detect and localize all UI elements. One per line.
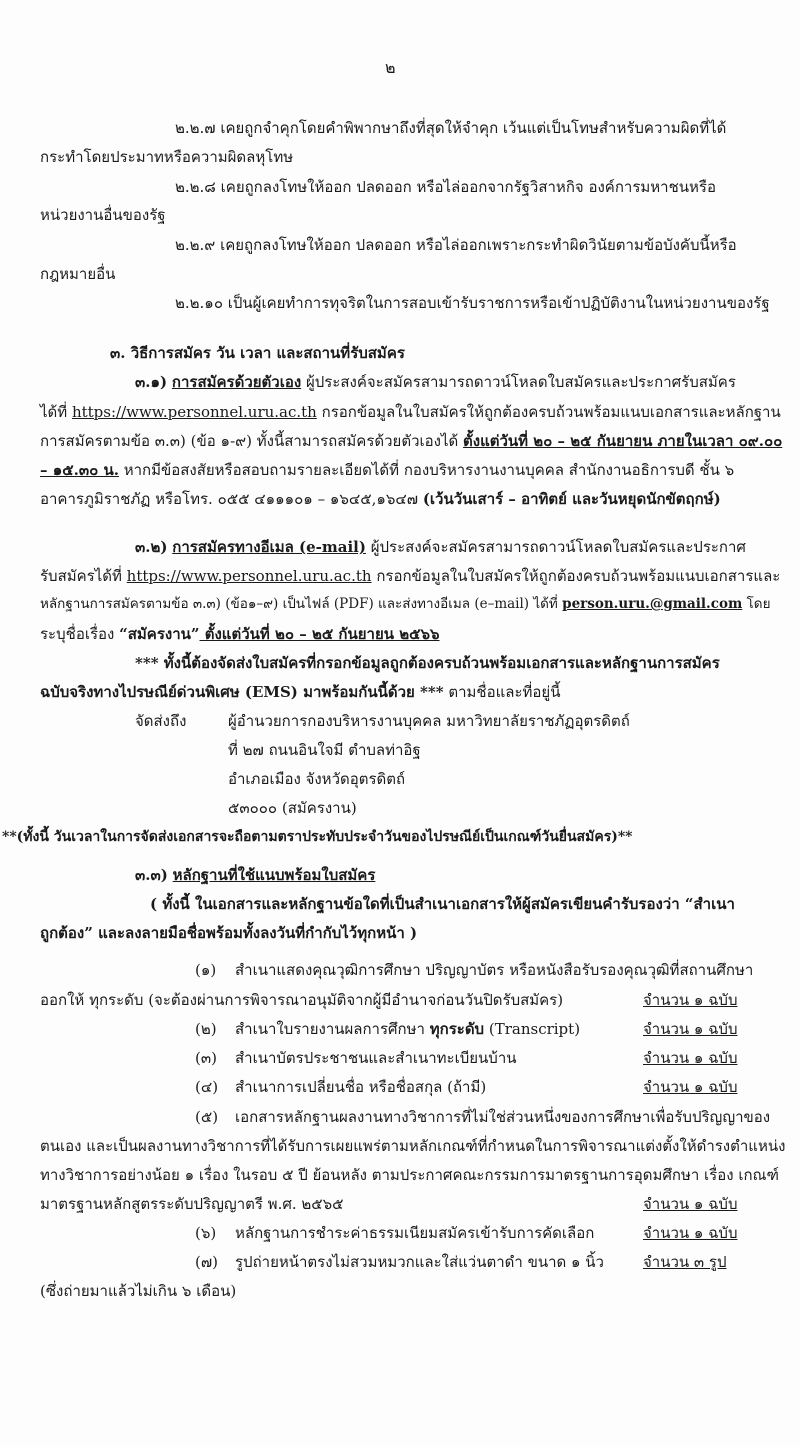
doc-item-2-bold: ทุกระดับ [429,1020,485,1038]
para-3-1-l3-pre: การสมัครตามข้อ ๓.๓) (ข้อ ๑-๙) ทั้งนี้สามารถสมัครด้วยตัวเองได้ [40,432,464,450]
para-3-2-title: การสมัครทางอีเมล (e-mail) [172,538,366,556]
para-3-1-line5 [40,492,721,507]
para-3-2-l4-pre: ระบุชื่อเรื่อง [40,625,120,643]
doc-item-3-line1: สำเนาบัตรประชาชนและสำเนาทะเบียนบ้าน [235,1049,517,1067]
doc-item-1-line1: สำเนาแสดงคุณวุฒิการศึกษา ปริญญาบัตร หรือหนังสือรับรองคุณวุฒิที่สถานศึกษา [235,961,754,979]
doc-item-6-number: (๖) [195,1224,217,1242]
item-2-2-8-line2: หน่วยงานอื่นของรัฐ [40,206,166,224]
doc-item-4-qty: จำนวน ๑ ฉบับ [643,1078,738,1096]
para-3-3-note-line2: ถูกต้อง” และลงลายมือชื่อพร้อมทั้งลงวันที่กำกับไว้ทุกหน้า ) [40,924,418,942]
doc-item-1-number: (๑) [195,961,217,979]
doc-item-5-qty: จำนวน ๑ ฉบับ [643,1195,738,1213]
para-3-2-line2 [40,569,780,584]
doc-item-5-line2: ตนเอง และเป็นผลงานทางวิชาการที่ได้รับการเผยแพร่ตามหลักเกณฑ์ที่กำหนดในการพิจารณาแต่งตั้งให้ดำรงตำแหน่ง [40,1137,786,1155]
para-3-2-subject: “สมัครงาน” [119,625,200,643]
address-line2: ที่ ๒๗ ถนนอินใจมี ตำบลท่าอิฐ [228,741,421,759]
doc-item-6-line1: หลักฐานการชำระค่าธรรมเนียมสมัครเข้ารับการคัดเลือก [235,1224,595,1242]
para-3-1-time: – ๑๕.๓๐ น. [40,461,119,479]
para-3-1-date: ตั้งแต่วันที่ ๒๐ – ๒๕ กันยายน ภายในเวลา ๐๙.๐๐ [463,432,783,450]
para-3-1-l2-rest: กรอกข้อมูลในใบสมัครให้ถูกต้องครบถ้วนพร้อมแนบเอกสารและหลักฐาน [316,403,781,421]
para-3-2-text: ผู้ประสงค์จะสมัครสามารถดาวน์โหลดใบสมัครและประกาศ [365,538,746,556]
para-3-2-date: ตั้งแต่วันที่ ๒๐ – ๒๕ กันยายน ๒๕๖๖ [199,625,440,643]
doc-item-2-qty: จำนวน ๑ ฉบับ [643,1020,738,1038]
item-2-2-9-line2: กฎหมายอื่น [40,265,116,283]
doc-item-5-line1: เอกสารหลักฐานผลงานทางวิชาการที่ไม่ใช่ส่วนหนึ่งของการศึกษาเพื่อรับปริญญาของ [235,1108,771,1126]
para-3-2-l2-pre: รับสมัครได้ที่ [40,567,127,585]
doc-item-7-qty: จำนวน ๓ รูป [643,1253,727,1271]
para-3-1-text: ผู้ประสงค์จะสมัครสามารถดาวน์โหลดใบสมัครและประกาศรับสมัคร [301,373,736,391]
doc-item-6-qty: จำนวน ๑ ฉบับ [643,1224,738,1242]
para-3-1-l5-bold: (เว้นวันเสาร์ – อาทิตย์ และวันหยุดนักขัตฤกษ์) [422,490,721,508]
para-3-1-title: การสมัครด้วยตัวเอง [171,373,302,391]
doc-item-4-line1: สำเนาการเปลี่ยนชื่อ หรือชื่อสกุล (ถ้ามี) [235,1078,487,1096]
postmark-note: **(ทั้งนี้ วันเวลาในการจัดส่งเอกสารจะถือตามตราประทับประจำวันของไปรษณีย์เป็นเกณฑ์วันยื่นสมัคร)** [2,829,633,845]
para-3-1-line4 [40,463,734,478]
item-2-2-7-line1: ๒.๒.๗ เคยถูกจำคุกโดยคำพิพากษาถึงที่สุดให้จำคุก เว้นแต่เป็นโทษสำหรับความผิดที่ได้ [175,119,727,137]
ems-notice-line1: *** ทั้งนี้ต้องจัดส่งใบสมัครที่กรอกข้อมูลถูกต้องครบถ้วนพร้อมเอกสารและหลักฐานการสมัคร [135,654,720,672]
para-3-3-line1 [135,868,375,883]
item-2-2-9-line1: ๒.๒.๙ เคยถูกลงโทษให้ออก ปลดออก หรือไล่ออกเพราะกระทำผิดวินัยตามข้อบังคับนี้หรือ [175,236,737,254]
doc-item-5-number: (๕) [195,1108,219,1126]
para-3-1-l2-pre: ได้ที่ [40,403,72,421]
para-3-2-l2-rest: กรอกข้อมูลในใบสมัครให้ถูกต้องครบถ้วนพร้อมแนบเอกสารและ [371,567,781,585]
doc-item-2-number: (๒) [195,1020,217,1038]
para-3-1-line3 [40,434,782,449]
doc-item-1-qty: จำนวน ๑ ฉบับ [643,991,738,1009]
doc-item-1-line2: ออกให้ ทุกระดับ (จะต้องผ่านการพิจารณาอนุมัติจากผู้มีอำนาจก่อนวันปิดรับสมัคร) [40,991,564,1009]
item-2-2-7-line2: กระทำโดยประมาทหรือความผิดลหุโทษ [40,148,294,166]
doc-item-3-qty: จำนวน ๑ ฉบับ [643,1049,738,1067]
doc-item-4-number: (๔) [195,1078,219,1096]
para-3-3-number: ๓.๓) [135,866,168,884]
doc-item-2-text: สำเนาใบรายงานผลการศึกษา [235,1020,430,1038]
email-link[interactable]: person.uru.@gmail.com [562,596,743,612]
section-3-heading: ๓. วิธีการสมัคร วัน เวลา และสถานที่รับสมัคร [110,344,405,362]
doc-item-7-line2: (ซึ่งถ่ายมาแล้วไม่เกิน ๖ เดือน) [40,1282,237,1300]
address-line3: อำเภอเมือง จังหวัดอุตรดิตถ์ [228,770,406,788]
address-line1: ผู้อำนวยการกองบริหารงานบุคคล มหาวิทยาลัยราชภัฏอุตรดิตถ์ [228,712,630,730]
doc-item-2-line1 [235,1022,580,1037]
para-3-2-line4 [40,627,440,642]
item-2-2-10: ๒.๒.๑๐ เป็นผู้เคยทำการทุจริตในการสอบเข้ารับราชการหรือเข้าปฏิบัติงานในหน่วยงานของรัฐ [175,294,770,312]
personnel-url-link-2[interactable]: https://www.personnel.uru.ac.th [126,567,372,585]
para-3-1-number: ๓.๑) [135,373,168,391]
para-3-2-line1 [135,540,746,555]
doc-item-5-line4: มาตรฐานหลักสูตรระดับปริญญาตรี พ.ศ. ๒๕๖๕ [40,1195,344,1213]
doc-item-7-number: (๗) [195,1253,218,1271]
para-3-1-l4-rest: หากมีข้อสงสัยหรือสอบถามรายละเอียดได้ที่ กองบริหารงานงานบุคคล สำนักงานอธิการบดี ชั้น ๖ [118,461,735,479]
para-3-1-line1 [135,375,736,390]
para-3-3-note-line1: ( ทั้งนี้ ในเอกสารและหลักฐานข้อใดที่เป็นสำเนาเอกสารให้ผู้สมัครเขียนคำรับรองว่า “สำเนา [150,895,735,913]
doc-item-5-line3: ทางวิชาการอย่างน้อย ๑ เรื่อง ในรอบ ๕ ปี ย้อนหลัง ตามประกาศคณะกรรมการมาตรฐานการอุดมศึกษา เรื่อง เกณฑ์ [40,1166,779,1184]
para-3-2-line3 [40,598,771,612]
address-line4: ๕๓๐๐๐ (สมัครงาน) [228,799,357,817]
doc-item-7-line1: รูปถ่ายหน้าตรงไม่สวมหมวกและใส่แว่นตาดำ ขนาด ๑ นิ้ว [235,1253,604,1271]
send-to-label: จัดส่งถึง [135,712,187,730]
para-3-1-l5-pre: อาคารภูมิราชภัฏ หรือโทร. ๐๕๕ ๔๑๑๑๐๑ – ๑๖๔๕,๑๖๔๗ [40,490,423,508]
item-2-2-8-line1: ๒.๒.๘ เคยถูกลงโทษให้ออก ปลดออก หรือไล่ออกจากรัฐวิสาหกิจ องค์การมหาชนหรือ [175,178,716,196]
page-number: ๒ [385,58,396,77]
ems-notice-line2 [40,685,560,700]
para-3-2-l3-pre: หลักฐานการสมัครตามข้อ ๓.๓) (ข้อ๑–๙) เป็นไฟล์ (PDF) และส่งทางอีเมล (e–mail) ได้ที่ [40,596,563,612]
ems-notice-rest: ตามชื่อและที่อยู่นี้ [443,683,561,701]
para-3-2-l3-post: โดย [742,596,771,612]
doc-item-3-number: (๓) [195,1049,217,1067]
doc-item-2-rest: (Transcript) [484,1020,581,1038]
para-3-1-line2 [40,405,781,420]
para-3-3-title: หลักฐานที่ใช้แนบพร้อมใบสมัคร [172,866,376,884]
para-3-2-number: ๓.๒) [135,538,168,556]
personnel-url-link[interactable]: https://www.personnel.uru.ac.th [71,403,317,421]
ems-notice-bold: ฉบับจริงทางไปรษณีย์ด่วนพิเศษ (EMS) มาพร้อมกันนี้ด้วย *** [40,683,444,701]
